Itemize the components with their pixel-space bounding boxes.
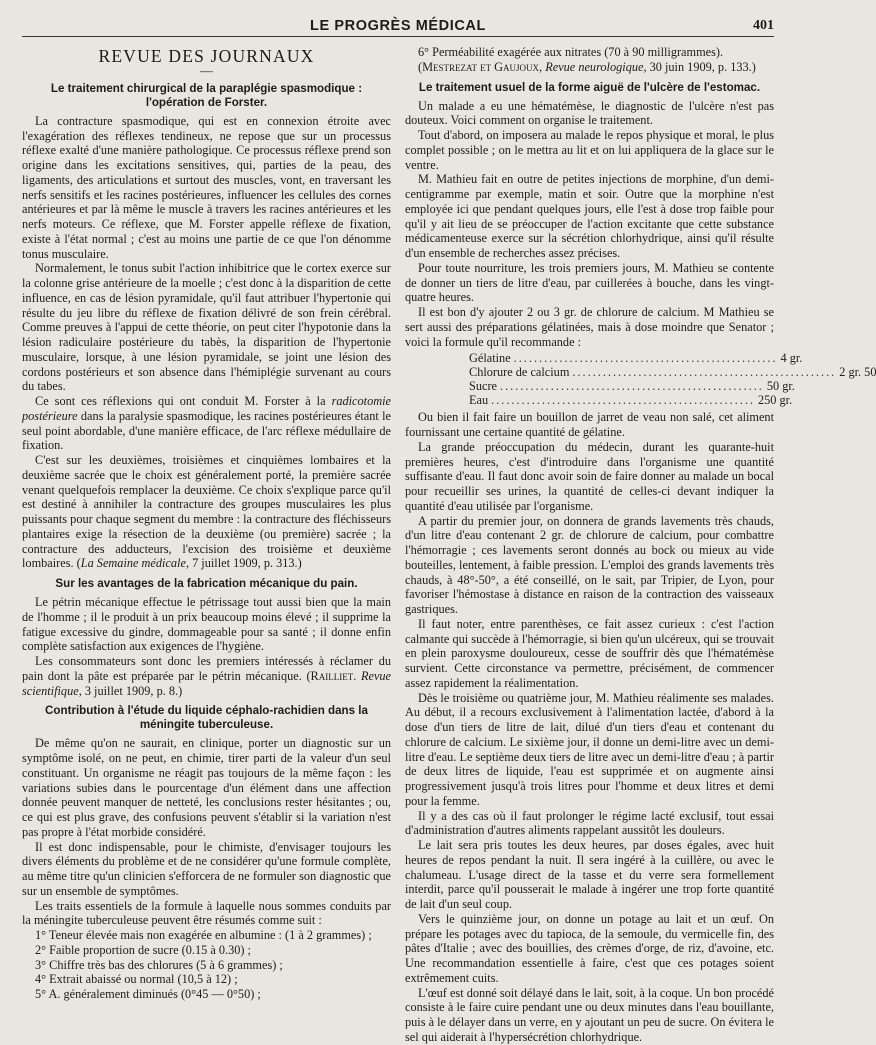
csf-formula-list-continued	[405, 45, 774, 75]
citation-author: (Mestrezat et Gaujoux	[418, 59, 540, 74]
journal-title: LE PROGRÈS MÉDICAL	[310, 18, 486, 34]
two-column-body	[22, 45, 876, 1045]
formula-row	[405, 379, 795, 394]
paragraph: Un malade a eu une hématémèse, le diagnostic de l'ulcère n'est pas douteux. Voici comment on organise le traitement.	[405, 98, 774, 128]
paragraph-with-citation: C'est sur les deuxièmes, troisièmes et cinquièmes lombaires et la deuxième sacrée que le choix est généralement porté, la première sacrée venant quelquefois remplacer la deuxième. Ce choix s'explique parce qu'il est destiné à annihiler la contracture des groupes musculaires les plus puissants pour chaque segment du membre : la contracture des fléchisseurs plantaires exige la résection de la deuxième (ou première) sacrée ; la contracture des adducteurs, l'excision des troisième et deuxième lombaires. (La Semaine médicale, 7 juillet 1909, p. 313.)	[22, 453, 391, 571]
dot-leader: ....................................................	[572, 365, 837, 380]
rubric-separator: —	[200, 62, 213, 78]
paragraph: La contracture spasmodique, qui est en connexion étroite avec l'exagération des réflexes tendineux, ne repose que sur un processus réflexe exalté d'une manière pathologique. Ce processus réflexe prend son origine dans les excitations sensitives, qui, parties de la peau, des ligaments, des articulations et surtout des muscles, vont, en traversant les nerfs sensitifs et les racines postérieures, influencer les cellules des cornes antérieures et par là même le muscle à travers les racines antérieures et les nerfs moteurs. Ce réflexe, que M. Forster appelle réflexe de fixation, existe à l'état normal ; c'est au moins une partie de ce que l'on dénomme tonus musculaire.	[22, 113, 391, 261]
citation-journal: Revue neurologique	[545, 59, 644, 74]
formula-quantity: 4 gr.	[780, 351, 803, 366]
paragraph: Il est donc indispensable, pour le chimiste, d'envisager toujours les divers éléments du problème et de ne considérer qu'une formule complète, au même titre qu'un clinicien s'efforcera de ne formuler son diagnostic que sur un ensemble de symptômes.	[22, 839, 391, 898]
formula-quantity: 250 gr.	[757, 393, 793, 408]
paragraph: M. Mathieu fait en outre de petites injections de morphine, d'un demi-centigramme par exemple, matin et soir. Outre que la morphine n'est employée ici que pendant quelques jours, elle l'est à dose trop faible pour qu'il y ait lieu de se préoccuper de l'action excitante que cette substance médicamenteuse exerce sur la sécrétion chlorhydrique, ainsi qu'il résulte d'un ensemble de recherches assez précises.	[405, 172, 774, 260]
list-item: 3° Chiffre très bas des chlorures (5 à 6 grammes) ;	[35, 957, 283, 972]
article-title-bread: Sur les avantages de la fabrication mécanique du pain.	[55, 577, 358, 590]
right-column	[405, 45, 876, 1045]
citation-line: (Mestrezat et Gaujoux, Revue neurologique, 30 juin 1909, p. 133.)	[418, 59, 756, 74]
article-title-forster: Le traitement chirurgical de la paraplégie spasmodique : l'opération de Forster.	[50, 81, 363, 109]
paragraph: Normalement, le tonus subit l'action inhibitrice que le cortex exerce sur la colonne grise antérieure de la moelle ; c'est donc à la disparition de cette influence, en cas de lésion pyramidale, qu'il faut attribuer l'hypertonie qui résulte du jeu libre du réflexe de fixation délivré de son frein cérébral. Comme preuves à l'appui de cette théorie, on peut citer l'hypotonie dans la lésion radiculaire postérieure du tabès, la disparition de l'hypertonie musculaire, lorsque, à une lésion pyramidale, se joint une lésion des cordons postérieurs et son absence dans l'hémiplégie survenant au cours du tabes.	[22, 261, 391, 394]
formula-quantity: 2 gr. 50	[839, 365, 876, 380]
paragraph: Vers le quinzième jour, on donne un potage au lait et un œuf. On prépare les potages avec du tapioca, de la semoule, du vermicelle fin, des pâtes d'Italie ; avec des bouillies, des crèmes d'orge, de riz, d'avoine, etc. Une recommandation essentielle à faire, c'est que ces potages soient extrêmement cuits.	[405, 911, 774, 985]
paragraph: De même qu'on ne saurait, en clinique, porter un diagnostic sur un symptôme isolé, on ne peut, en chimie, tirer parti de la valeur d'un seul constituant. Un organisme ne réagit pas toujours de la même façon : les variations subies dans le pourcentage d'un élément dans une affection donnée peuvent manquer de netteté, les conclusions rester hésitantes ; ou, ce qui est plus grave, des confusions peuvent s'établir si la variation n'est pas propre à l'état morbide considéré.	[22, 736, 391, 839]
dot-leader: ....................................................	[491, 393, 755, 408]
page-number: 401	[753, 18, 774, 33]
section-rubric: REVUE DES JOURNAUX	[98, 46, 315, 66]
paragraph: Le pétrin mécanique effectue le pétrissage tout aussi bien que la main de l'homme ; il le produit à un prix beaucoup moins élevé ; il supprime la fatigue excessive du gindre, dommageable pour sa santé ; il donne enfin complète satisfaction aux exigences de l'hygiène.	[22, 595, 391, 654]
list-item: 5° A. généralement diminués (0°45 — 0°50) ;	[35, 987, 261, 1001]
dot-leader: ....................................................	[513, 351, 778, 366]
paragraph: A partir du premier jour, on donnera de grands lavements très chauds, d'un litre d'eau contenant 2 gr. de chlorure de calcium, pour combattre l'hémorragie ; ces lavements seront donnés au bock ou mieux au vide bouteilles, lentement, à faible pression. L'emploi des grands lavements très chauds, à 48°-50°, a été conseillé, on le sait, par Tripier, de Lyon, pour favoriser l'hémostase à distance en raison de la contraction des vaisseaux gastriques.	[405, 513, 774, 616]
prescription-formula	[405, 351, 876, 408]
paragraph: Ou bien il fait faire un bouillon de jarret de veau non salé, cet aliment fournissant une certaine quantité de gélatine.	[405, 410, 774, 439]
formula-row	[405, 351, 803, 366]
paragraph: L'œuf est donné soit délayé dans le lait, soit, à la coque. Un bon procédé consiste à le faire cuire pendant une ou deux minutes dans l'eau bouillante, puis à le délayer dans un verre, en y ajoutant un peu de sucre. On évitera le sel qui aiderait à l'hypersécrétion chlorhydrique.	[405, 985, 774, 1044]
formula-row	[405, 393, 793, 408]
paragraph: La grande préoccupation du médecin, durant les quarante-huit premières heures, c'est d'introduire dans l'organisme une quantité suffisante d'eau. Il faut donc avoir soin de faire donner au malade un bocal pour recueillir ses urines, la quantité de celles-ci devant indiquer la quantité d'eau utilisée par l'organisme.	[405, 439, 774, 513]
list-item: 2° Faible proportion de sucre (0.15 à 0.30) ;	[35, 942, 251, 957]
paragraph: Ce sont ces réflexions qui ont conduit M. Forster à la radicotomie postérieure dans la paralysie spasmodique, les racines postérieures étant le seul point abordable, d'une manière efficace, de l'arc réflexe médullaire de fixation.	[22, 394, 391, 453]
paragraph: Il faut noter, entre parenthèses, ce fait assez curieux : c'est l'action calmante qui succède à l'hémorragie, si bien qu'un ulcéreux, qui se trouvait en plein paroxysme douloureux, cesse de souffrir dès que l'hématémèse survient. Cette circonstance va permettre, précisément, de commencer assez rapidement la réalimentation.	[405, 616, 774, 690]
citation-author: Railliet	[310, 668, 354, 683]
csf-formula-list	[22, 928, 391, 1002]
formula-quantity: 50 gr.	[766, 379, 795, 394]
list-item: 6° Perméabilité exagérée aux nitrates (70 à 90 milligrammes).	[418, 45, 724, 59]
citation-journal: La Semaine médicale	[80, 556, 186, 571]
paragraph: Tout d'abord, on imposera au malade le repos physique et moral, le plus complet possible ; on le mettra au lit et on lui appliquera de la glace sur le ventre.	[405, 128, 774, 172]
paragraph: Il est bon d'y ajouter 2 ou 3 gr. de chlorure de calcium. M Mathieu se sert aussi des préparations gélatinées, mais à dose moindre que Senator ; voici la formule qu'il recommande :	[405, 305, 774, 349]
paragraph: Dès le troisième ou quatrième jour, M. Mathieu réalimente ses malades. Au début, il a recours exclusivement à l'alimentation lactée, d'abord à la dose d'un tiers de litre de lait, dilué d'un tiers d'eau et contenant du chlorure de calcium. Le sixième jour, il donne un demi-litre avec un demi-litre d'eau. Le septième deux tiers de litre avec un demi-litre d'eau ; à partir de deux litres de liquide, l'eau est supprimée et on augmente ainsi progressivement jusqu'à trois litres pour l'homme et deux litres et demi pour la femme.	[405, 690, 774, 808]
paragraph: Le lait sera pris toutes les deux heures, par doses égales, avec huit heures de repos pendant la nuit. Il sera ingéré à la cuillère, ou avec le chalumeau. L'usage direct de la tasse et du verre sera formellement interdit, parce qu'il pousserait le malade à ingérer une trop forte quantité de lait d'un seul coup.	[405, 838, 774, 911]
dot-leader: ....................................................	[500, 379, 764, 394]
running-head	[22, 14, 774, 37]
article-title-csf: Contribution à l'étude du liquide céphalo-rachidien dans la méningite tuberculeuse.	[45, 704, 368, 732]
formula-ingredient: Chlorure de calcium	[469, 365, 570, 380]
article-title-ulcer: Le traitement usuel de la forme aiguë de l'ulcère de l'estomac.	[418, 80, 761, 94]
list-item: 4° Extrait abaissé ou normal (10,5 à 12) ;	[35, 972, 238, 987]
formula-ingredient: Gélatine	[469, 351, 511, 366]
formula-row	[405, 365, 876, 380]
paragraph: Pour toute nourriture, les trois premiers jours, M. Mathieu se contente de donner un tiers de litre d'eau, par cuillerées à bouche, dans les vingt-quatre heures.	[405, 260, 774, 305]
formula-ingredient: Sucre	[469, 379, 497, 394]
formula-ingredient: Eau	[469, 393, 489, 408]
paragraph: Il y a des cas où il faut prolonger le régime lacté exclusif, tout essai d'administration d'autres aliments rappelant aussitôt les douleurs.	[405, 808, 774, 838]
paragraph-with-citation: Les consommateurs sont donc les premiers intéressés à réclamer du pain dont la pâte est préparée par le pétrin mécanique. (Railliet. Revue scientifique, 3 juillet 1909, p. 8.)	[22, 654, 392, 698]
citation-journal: Revue scientifique	[22, 668, 392, 698]
left-column	[22, 45, 391, 1045]
paragraph: Les traits essentiels de la formule à laquelle nous sommes conduits par la méningite tuberculeuse peuvent être résumés comme suit :	[22, 898, 391, 928]
list-item: 1° Teneur élevée mais non exagérée en albumine : (1 à 2 grammes) ;	[35, 928, 372, 942]
